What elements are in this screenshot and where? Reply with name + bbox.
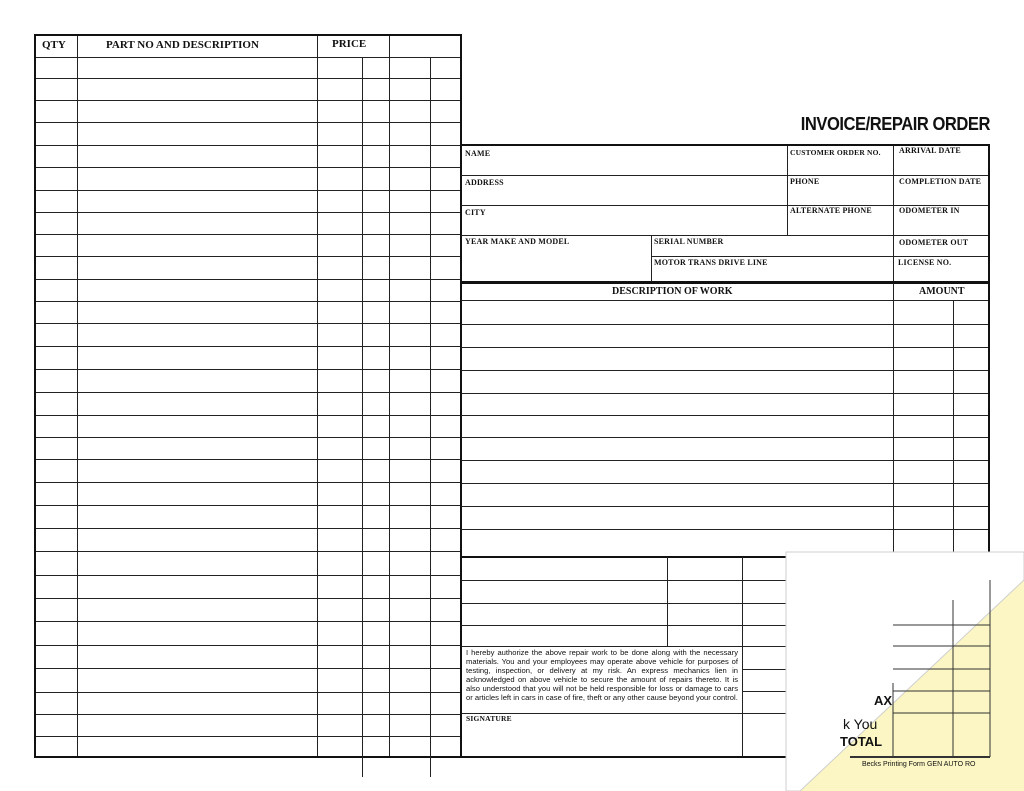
total-label: TOTAL <box>840 734 883 749</box>
completion-date-label: COMPLETION DATE <box>899 177 982 186</box>
city-label: CITY <box>465 208 486 217</box>
signature-label: SIGNATURE <box>466 714 512 723</box>
qty-header: QTY <box>42 39 66 51</box>
amount-header: AMOUNT <box>919 286 965 297</box>
arrival-date-label: ARRIVAL DATE <box>899 146 961 155</box>
odometer-in-label: ODOMETER IN <box>899 206 960 215</box>
description-of-work-header: DESCRIPTION OF WORK <box>612 286 733 297</box>
authorization-text: I hereby authorize the above repair work to be done along with the necessary materials. You and your employees may operate above vehicle for purposes of testing, inspection, or delivery at my risk. An express mechanics lien in acknowledged on above vehicle to secure the amount of repairs thereto. It is also understood that you will not be held responsible for loss or damage to cars or articles left in cars in case of fire, theft or any other cause beyond your control. <box>466 648 738 702</box>
price-header: PRICE <box>332 38 367 50</box>
serial-number-label: SERIAL NUMBER <box>654 237 724 246</box>
year-make-model-label: YEAR MAKE AND MODEL <box>465 237 570 246</box>
license-no-label: LICENSE NO. <box>898 258 952 267</box>
address-label: ADDRESS <box>465 178 504 187</box>
customer-order-label: CUSTOMER ORDER NO. <box>790 148 881 157</box>
odometer-out-label: ODOMETER OUT <box>899 238 969 247</box>
part-description-header: PART NO AND DESCRIPTION <box>106 39 259 51</box>
form-title: INVOICE/REPAIR ORDER <box>800 114 990 134</box>
name-label: NAME <box>465 149 491 158</box>
alternate-phone-label: ALTERNATE PHONE <box>790 206 872 215</box>
tax-label-fragment: AX <box>874 693 893 708</box>
printer-footer: Becks Printing Form GEN AUTO RO <box>862 761 976 768</box>
phone-label: PHONE <box>790 177 820 186</box>
motor-trans-label: MOTOR TRANS DRIVE LINE <box>654 258 768 267</box>
thank-you-fragment: k You <box>843 716 878 732</box>
